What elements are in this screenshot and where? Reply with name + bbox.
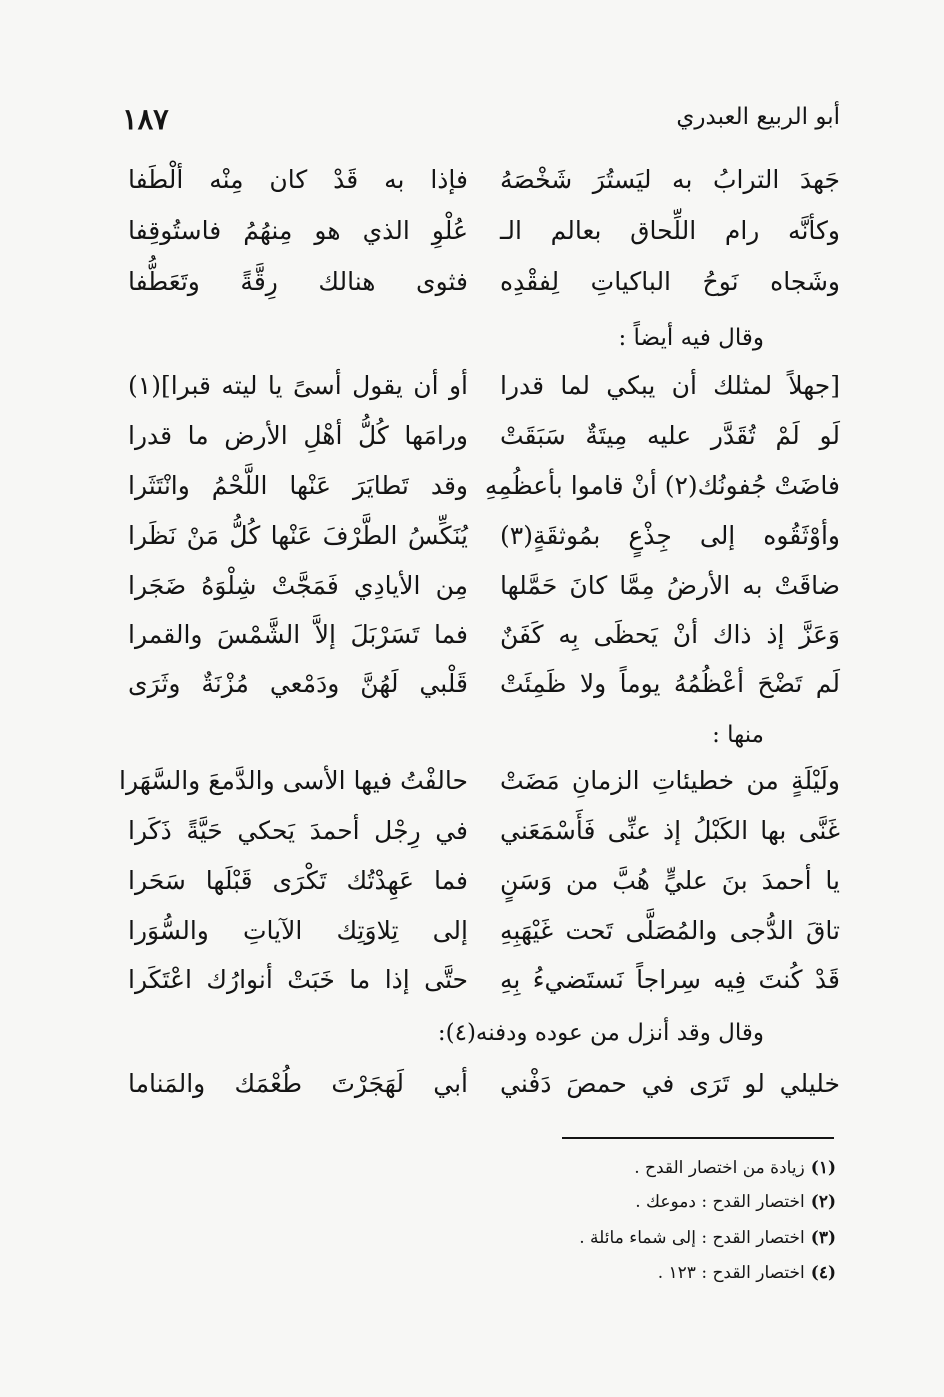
verse-first-hemistich: يا أحمدَ بنَ عليٍّ هُبَّ من وَسَنٍ [500,866,840,895]
running-title: أبو الربيع العبدري [676,104,840,130]
verse-line [118,806,840,856]
verse-first-hemistich: تاقَ الدُّجى والمُصَلَّى تَحت غَيْهَبِهِ [500,916,840,945]
verse-line [118,906,840,956]
verse-first-hemistich: ولَيْلَةٍ من خطيئاتِ الزمانِ مَضَتْ [500,766,840,795]
verse-line [118,206,840,256]
verse-line [118,1059,840,1109]
verse-first-hemistich: لَو لَمْ تُقَدَّر عليه مِيتَةٌ سَبَقَتْ [500,421,840,450]
poem-intro: وقال فيه أيضاً : [618,325,764,351]
verse-line [118,659,840,709]
verse-second-hemistich: حالفْتُ فيها الأسى والدَّمعَ والسَّهَرا [119,766,468,795]
verse-first-hemistich: وَعَزَّ إذ ذاك أنْ يَحظَى بِه كَفَنٌ [500,620,840,649]
verse-line [118,756,840,806]
verse-first-hemistich: خليلي لو تَرَى في حمصَ دَفْني [500,1069,840,1098]
verse-second-hemistich: في رِجْل أحمدَ يَحكي حَيَّةً ذَكَرا [128,816,468,845]
footnote-text: اختصار القدح : دموعك . [635,1192,805,1212]
footnote [634,1158,836,1178]
verse-second-hemistich: فإذا به قَدْ كان مِنْه ألْطَفا [128,165,468,194]
footnote-number: (٣) [810,1228,836,1248]
footnote [579,1228,836,1248]
verse-second-hemistich: قَلْبي لَهُنَّ ودَمْعي مُزْنَةٌ وثَرَى [128,669,468,698]
verse-first-hemistich: قَدْ كُنتَ فِيه سِراجاً نَستَضيءُ بِهِ [500,965,840,994]
footnote-text: اختصار القدح : إلى شماء مائلة . [579,1228,805,1248]
footnote-text: زيادة من اختصار القدح . [634,1158,805,1178]
footnote [635,1192,836,1212]
verse-line [118,856,840,906]
verse-second-hemistich: فما عَهِدْتُك تَكْرَى قَبْلَها سَحَرا [128,866,468,895]
verse-first-hemistich: وكأنَّه رام اللِّحاق بعالم الـ [500,216,840,245]
poem-intro: منها : [712,722,764,748]
verse-first-hemistich: ضاقَتْ به الأرضُ مِمَّا كانَ حَمَّلها [500,571,840,600]
page-number: ١٨٧ [122,102,169,136]
verse-second-hemistich: إلى تِلاوَتِك الآياتِ والسُّوَرا [128,916,468,945]
verse-second-hemistich: حتَّى إذا ما خَبَتْ أنوارُك اعْتَكَرا [128,965,468,994]
verse-line [118,561,840,611]
verse-first-hemistich: لَم تَضْحَ أعْظُمُهُ يوماً ولا ظَمِئَتْ [500,669,840,698]
footnote-number: (٢) [810,1192,836,1212]
verse-line [118,257,840,307]
verse-line [118,155,840,205]
verse-line [118,411,840,461]
poem-intro: وقال وقد أنزل من عوده ودفنه(٤): [437,1020,764,1046]
verse-second-hemistich: أو أن يقول أسىً يا ليته قبرا](١) [128,371,468,400]
verse-second-hemistich: أبي لَهَجَرْتَ طُعْمَك والمَناما [128,1069,468,1098]
footnote-divider [562,1137,834,1139]
verse-line [118,511,840,561]
footnote-text: اختصار القدح : ١٢٣ . [657,1263,805,1283]
verse-first-hemistich: وشَجاه نَوحُ الباكياتِ لِفقْدِه [500,267,840,296]
verse-first-hemistich: جَهدَ الترابُ به ليَستُرَ شَخْصَهُ [500,165,840,194]
footnote-number: (١) [810,1158,836,1178]
verse-second-hemistich: وقد تَطايَرَ عَنْها اللَّحْمُ وانْتَثَرا [128,471,468,500]
verse-line [118,955,840,1005]
footnote [658,1263,836,1283]
verse-line [118,461,840,511]
verse-second-hemistich: يُنَكِّسُ الطَّرْفَ عَنْها كُلُّ مَنْ نَظَرا [128,521,468,550]
verse-line [118,610,840,660]
verse-first-hemistich: غَنَّى بها الكَبْلُ إذ عنِّى فَأَسْمَعَني [500,816,840,845]
verse-second-hemistich: مِن الأيادِي فَمَجَّتْ شِلْوَهُ ضَجَرا [128,571,468,600]
verse-first-hemistich: [جهلاً لمثلك أن يبكي لما قدرا [500,371,840,400]
verse-line [118,361,840,411]
verse-first-hemistich: وأوْثَقُوه إلى جِذْعٍ بمُوثقَةٍ(٣) [500,521,840,550]
verse-second-hemistich: عُلْوِ الذي هو مِنهُمُ فاستُوقِفا [128,216,468,245]
verse-second-hemistich: فما تَسَرْبَلَ إلاَّ الشَّمْسَ والقمرا [128,620,468,649]
verse-second-hemistich: ورامَها كُلُّ أهْلِ الأرض ما قدرا [128,421,468,450]
verse-second-hemistich: فثوى هنالك رِقَّةً وتَعَطُّفا [128,267,468,296]
verse-first-hemistich: فاضَتْ جُفونُك(٢) أنْ قاموا بأعظُمِهِ [484,471,840,500]
page-header [120,104,840,144]
footnote-number: (٤) [810,1263,836,1283]
